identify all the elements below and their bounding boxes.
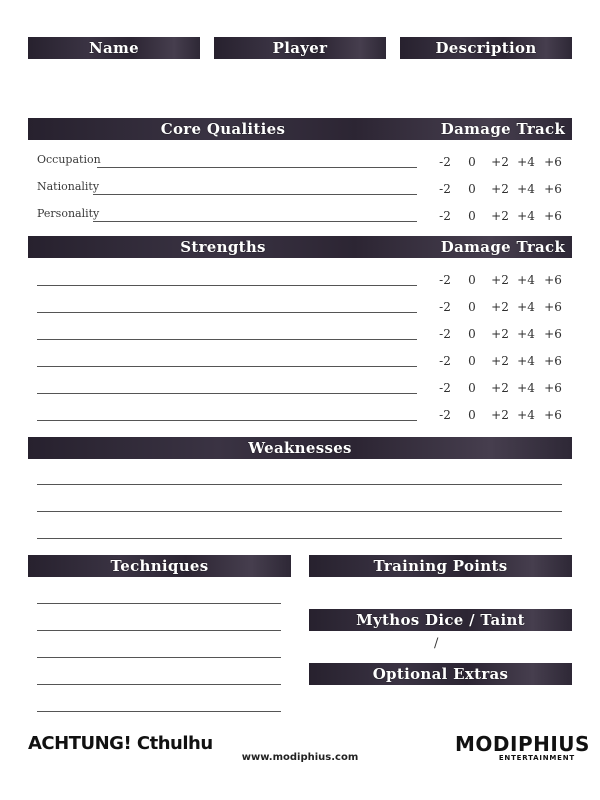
damage-plus-4[interactable]: +4	[517, 381, 535, 395]
damage-plus-6[interactable]: +6	[544, 182, 562, 196]
damage-plus-6[interactable]: +6	[544, 273, 562, 287]
damage-0[interactable]: 0	[468, 182, 476, 196]
modiphius-logo-main: MODIPHIUS	[455, 732, 590, 756]
damage-plus-4[interactable]: +4	[517, 300, 535, 314]
damage-0[interactable]: 0	[468, 381, 476, 395]
damage-plus-4[interactable]: +4	[517, 182, 535, 196]
personality-label: Personality	[37, 207, 100, 220]
player-header	[214, 37, 386, 59]
weakness-line[interactable]	[37, 538, 562, 539]
nationality-label: Nationality	[37, 180, 100, 193]
website-url[interactable]: www.modiphius.com	[241, 752, 359, 763]
technique-line[interactable]	[37, 630, 281, 631]
damage-minus-2[interactable]: -2	[439, 155, 451, 169]
damage-plus-6[interactable]: +6	[544, 354, 562, 368]
damage-plus-6[interactable]: +6	[544, 408, 562, 422]
damage-0[interactable]: 0	[468, 209, 476, 223]
damage-plus-2[interactable]: +2	[491, 300, 509, 314]
damage-plus-2[interactable]: +2	[491, 209, 509, 223]
technique-line[interactable]	[37, 657, 281, 658]
personality-line	[93, 221, 417, 222]
damage-0[interactable]: 0	[468, 155, 476, 169]
damage-minus-2[interactable]: -2	[439, 354, 451, 368]
strength-line[interactable]	[37, 393, 417, 394]
weakness-line[interactable]	[37, 484, 562, 485]
strength-damage-track-3[interactable]	[436, 327, 566, 341]
strengths-header	[28, 236, 572, 258]
modiphius-logo	[455, 732, 590, 762]
damage-plus-2[interactable]: +2	[491, 381, 509, 395]
technique-line[interactable]	[37, 711, 281, 712]
damage-minus-2[interactable]: -2	[439, 209, 451, 223]
description-header	[400, 37, 572, 59]
strength-line[interactable]	[37, 312, 417, 313]
strength-damage-track-5[interactable]	[436, 381, 566, 395]
occupation-line	[97, 167, 417, 168]
damage-minus-2[interactable]: -2	[439, 408, 451, 422]
damage-plus-2[interactable]: +2	[491, 327, 509, 341]
core-qualities-title: Core Qualities	[160, 120, 286, 138]
damage-0[interactable]: 0	[468, 273, 476, 287]
training-points-header	[309, 555, 572, 577]
damage-0[interactable]: 0	[468, 354, 476, 368]
damage-0[interactable]: 0	[468, 408, 476, 422]
damage-plus-4[interactable]: +4	[517, 327, 535, 341]
damage-plus-4[interactable]: +4	[517, 354, 535, 368]
damage-plus-2[interactable]: +2	[491, 155, 509, 169]
techniques-header	[28, 555, 291, 577]
description-header-label: Description	[435, 39, 537, 57]
damage-minus-2[interactable]: -2	[439, 273, 451, 287]
damage-minus-2[interactable]: -2	[439, 381, 451, 395]
damage-plus-4[interactable]: +4	[517, 273, 535, 287]
strength-line[interactable]	[37, 366, 417, 367]
core-damage-track-2[interactable]	[436, 182, 566, 196]
weaknesses-title: Weaknesses	[248, 439, 352, 457]
occupation-row[interactable]	[37, 154, 419, 168]
achtung-cthulhu-logo: ACHTUNG! Cthulhu	[28, 733, 213, 754]
occupation-label: Occupation	[37, 153, 101, 166]
optional-extras-title: Optional Extras	[372, 665, 509, 683]
technique-line[interactable]	[37, 603, 281, 604]
damage-plus-2[interactable]: +2	[491, 273, 509, 287]
core-damage-track-3[interactable]	[436, 209, 566, 223]
training-points-title: Training Points	[373, 557, 508, 575]
strength-line[interactable]	[37, 420, 417, 421]
personality-row[interactable]	[37, 208, 419, 222]
damage-plus-4[interactable]: +4	[517, 155, 535, 169]
damage-plus-6[interactable]: +6	[544, 327, 562, 341]
damage-plus-6[interactable]: +6	[544, 155, 562, 169]
strength-line[interactable]	[37, 285, 417, 286]
damage-plus-6[interactable]: +6	[544, 381, 562, 395]
weaknesses-header	[28, 437, 572, 459]
strength-damage-track-1[interactable]	[436, 273, 566, 287]
damage-plus-4[interactable]: +4	[517, 209, 535, 223]
optional-extras-header	[309, 663, 572, 685]
damage-plus-6[interactable]: +6	[544, 209, 562, 223]
modiphius-logo-sub: ENTERTAINMENT	[498, 754, 575, 762]
mythos-separator: /	[434, 636, 439, 651]
nationality-row[interactable]	[37, 181, 419, 195]
damage-plus-4[interactable]: +4	[517, 408, 535, 422]
damage-minus-2[interactable]: -2	[439, 182, 451, 196]
damage-0[interactable]: 0	[468, 327, 476, 341]
player-header-label: Player	[272, 39, 328, 57]
damage-0[interactable]: 0	[468, 300, 476, 314]
strength-damage-track-6[interactable]	[436, 408, 566, 422]
damage-plus-2[interactable]: +2	[491, 408, 509, 422]
mythos-taint-title: Mythos Dice / Taint	[356, 611, 525, 629]
strength-damage-track-4[interactable]	[436, 354, 566, 368]
core-qualities-header	[28, 118, 572, 140]
name-header-label: Name	[88, 39, 140, 57]
damage-minus-2[interactable]: -2	[439, 300, 451, 314]
strength-line[interactable]	[37, 339, 417, 340]
damage-plus-6[interactable]: +6	[544, 300, 562, 314]
damage-plus-2[interactable]: +2	[491, 182, 509, 196]
core-damage-track-1[interactable]	[436, 155, 566, 169]
name-header	[28, 37, 200, 59]
techniques-title: Techniques	[110, 557, 209, 575]
core-damage-track-title: Damage Track	[440, 120, 566, 138]
damage-plus-2[interactable]: +2	[491, 354, 509, 368]
damage-minus-2[interactable]: -2	[439, 327, 451, 341]
strength-damage-track-2[interactable]	[436, 300, 566, 314]
nationality-line	[93, 194, 417, 195]
strengths-title: Strengths	[180, 238, 266, 256]
mythos-taint-header	[309, 609, 572, 631]
technique-line[interactable]	[37, 684, 281, 685]
weakness-line[interactable]	[37, 511, 562, 512]
strengths-damage-track-title: Damage Track	[440, 238, 566, 256]
